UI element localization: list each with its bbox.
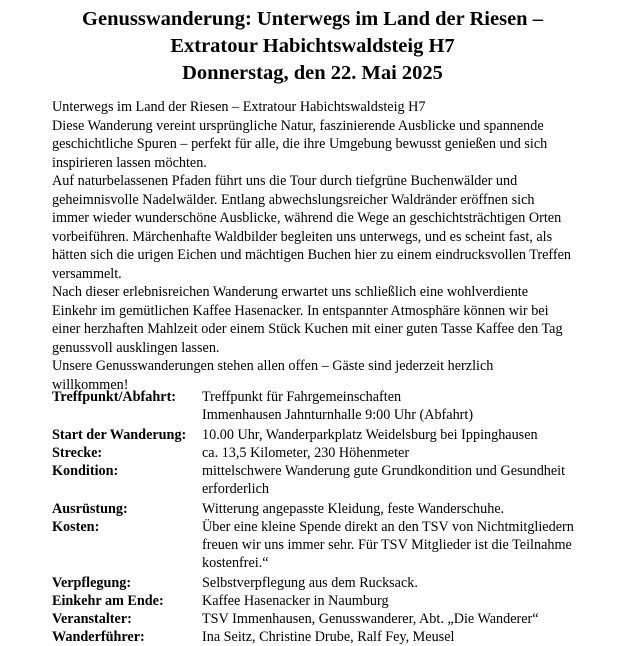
intro-text <box>52 98 572 394</box>
detail-value: mittelschwere Wanderung gute Grundkondition und Gesundheit erforderlich <box>202 463 566 497</box>
detail-value: 10.00 Uhr, Wanderparkplatz Weidelsburg bei Ippinghausen <box>202 427 538 443</box>
detail-row-treffpunkt <box>52 388 597 424</box>
detail-value: Über eine kleine Spende direkt an den TSV von Nichtmitgliedern freuen wir uns immer sehr. Für TSV Mitglieder ist die Teilnahme kostenfrei.“ <box>202 519 574 571</box>
event-date: Donnerstag, den 22. Mai 2025 <box>182 62 443 84</box>
intro-paragraph-5: Unsere Genusswanderungen stehen allen offen – Gäste sind jederzeit herzlich willkommen! <box>52 358 494 393</box>
detail-value: TSV Immenhausen, Genusswanderer, Abt. „Die Wanderer“ <box>202 611 539 627</box>
title-line-1: Genusswanderung: Unterwegs im Land der Riesen – <box>82 8 543 30</box>
event-details <box>52 388 597 646</box>
detail-label: Verpflegung: <box>52 575 132 591</box>
detail-row-wanderfuehrer <box>52 628 597 646</box>
detail-label: Einkehr am Ende: <box>52 593 164 609</box>
detail-label: Veranstalter: <box>52 611 132 627</box>
intro-paragraph-1: Unterwegs im Land der Riesen – Extratour Habichtswaldsteig H7 <box>52 99 426 115</box>
detail-row-einkehr <box>52 592 597 610</box>
detail-row-kosten <box>52 518 597 572</box>
title-line-2: Extratour Habichtswaldsteig H7 <box>170 35 455 57</box>
detail-value: ca. 13,5 Kilometer, 230 Höhenmeter <box>202 445 410 461</box>
document-title <box>0 0 625 87</box>
detail-value: Selbstverpflegung aus dem Rucksack. <box>202 575 418 591</box>
detail-label: Strecke: <box>52 445 103 461</box>
detail-label: Kondition: <box>52 463 119 479</box>
detail-value: Ina Seitz, Christine Drube, Ralf Fey, Meusel <box>202 629 455 645</box>
detail-row-strecke <box>52 444 597 462</box>
detail-value: Witterung angepasste Kleidung, feste Wanderschuhe. <box>202 501 505 517</box>
detail-label: Treffpunkt/Abfahrt: <box>52 389 177 405</box>
intro-paragraph-2: Diese Wanderung vereint ursprüngliche Natur, faszinierende Ausblicke und spannende geschichtliche Spuren – perfekt für alle, die ihre Umgebung bewusst genießen und sich inspirieren lassen möchten. <box>52 117 548 171</box>
detail-row-kondition <box>52 462 597 498</box>
detail-row-verpflegung <box>52 574 597 592</box>
treffpunkt-line-1: Treffpunkt für Fahrgemeinschaften <box>202 389 402 405</box>
detail-row-veranstalter <box>52 610 597 628</box>
intro-paragraph-4: Nach dieser erlebnisreichen Wanderung erwartet uns schließlich eine wohlverdiente Einkehr im gemütlichen Kaffee Hasenacker. In entspannter Atmosphäre können wir bei einer herzhaften Mahlzeit oder einem Stück Kuchen mit einer guten Tasse Kaffee den Tag genussvoll ausklingen lassen. <box>52 284 563 356</box>
detail-label: Wanderführer: <box>52 629 145 645</box>
detail-row-start <box>52 426 597 444</box>
detail-value <box>202 388 597 424</box>
detail-value: Kaffee Hasenacker in Naumburg <box>202 593 389 609</box>
detail-label: Kosten: <box>52 519 100 535</box>
detail-row-ausruestung <box>52 500 597 518</box>
detail-label: Start der Wanderung: <box>52 427 187 443</box>
treffpunkt-line-2: Immenhausen Jahnturnhalle 9:00 Uhr (Abfahrt) <box>202 407 474 423</box>
intro-paragraph-3: Auf naturbelassenen Pfaden führt uns die Tour durch tiefgrüne Buchenwälder und geheimnisvolle Nadelwälder. Entlang abwechslungsreicher Waldränder eröffnen sich immer wieder wunderschöne Ausblicke, während die Wege an geschichtsträchtigen Orten vorbeiführen. Märchenhafte Waldbilder begleiten uns unterwegs, und es scheint fast, als hätten sich die urigen Eichen und mächtigen Buchen hier zu einem eindrucksvollen Treffen versammelt. <box>52 173 572 282</box>
detail-label: Ausrüstung: <box>52 501 128 517</box>
